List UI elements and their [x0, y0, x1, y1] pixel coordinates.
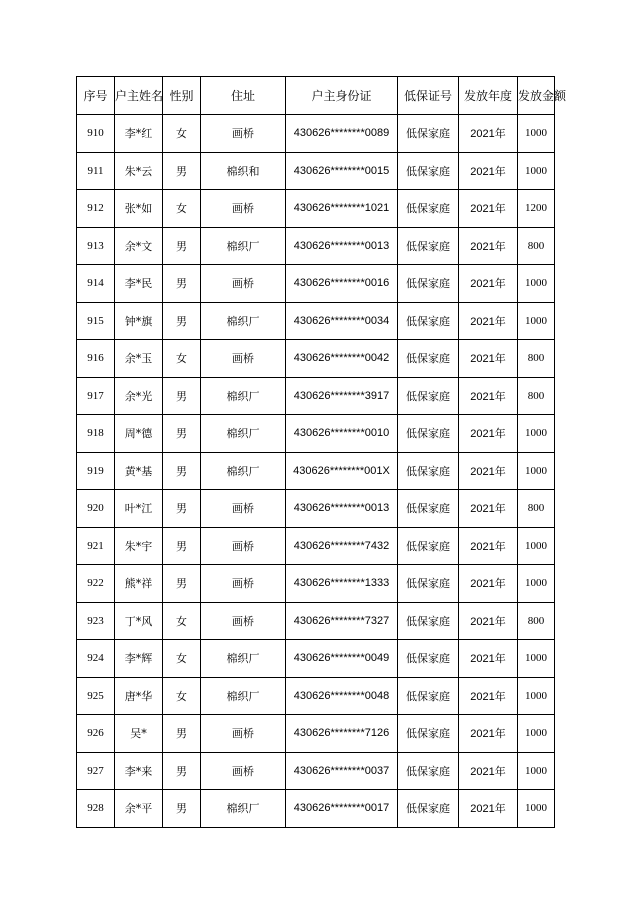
cell-gender: 男 — [163, 752, 201, 790]
cell-id-card: 430626********7327 — [286, 602, 398, 640]
header-seq: 序号 — [77, 77, 115, 115]
cell-id-card: 430626********7432 — [286, 527, 398, 565]
cell-cert-no: 低保家庭 — [398, 340, 459, 378]
header-amount: 发放金额 — [518, 77, 555, 115]
cell-seq: 913 — [77, 227, 115, 265]
cell-address: 画桥 — [201, 715, 286, 753]
cell-amount: 1000 — [518, 790, 555, 828]
cell-gender: 女 — [163, 677, 201, 715]
cell-year: 2021年 — [459, 115, 518, 153]
header-row — [77, 77, 555, 115]
cell-address: 棉织厂 — [201, 227, 286, 265]
cell-name: 周*德 — [115, 415, 163, 453]
cell-amount: 800 — [518, 602, 555, 640]
cell-seq: 923 — [77, 602, 115, 640]
cell-cert-no: 低保家庭 — [398, 790, 459, 828]
cell-gender: 男 — [163, 527, 201, 565]
cell-gender: 男 — [163, 565, 201, 603]
cell-name: 张*如 — [115, 190, 163, 228]
table-row — [77, 115, 555, 153]
cell-amount: 1000 — [518, 752, 555, 790]
cell-amount: 1000 — [518, 152, 555, 190]
cell-name: 吴* — [115, 715, 163, 753]
cell-amount: 1000 — [518, 265, 555, 303]
cell-name: 李*民 — [115, 265, 163, 303]
cell-name: 朱*宇 — [115, 527, 163, 565]
cell-year: 2021年 — [459, 265, 518, 303]
cell-name: 余*平 — [115, 790, 163, 828]
header-gender: 性别 — [163, 77, 201, 115]
cell-amount: 1000 — [518, 452, 555, 490]
cell-seq: 910 — [77, 115, 115, 153]
cell-gender: 男 — [163, 715, 201, 753]
cell-amount: 1000 — [518, 640, 555, 678]
cell-year: 2021年 — [459, 752, 518, 790]
cell-year: 2021年 — [459, 715, 518, 753]
cell-amount: 1000 — [518, 677, 555, 715]
cell-cert-no: 低保家庭 — [398, 715, 459, 753]
cell-id-card: 430626********0013 — [286, 227, 398, 265]
cell-seq: 922 — [77, 565, 115, 603]
table-row — [77, 752, 555, 790]
table-row — [77, 190, 555, 228]
cell-seq: 915 — [77, 302, 115, 340]
cell-amount: 1000 — [518, 415, 555, 453]
table-row — [77, 452, 555, 490]
cell-gender: 男 — [163, 377, 201, 415]
cell-gender: 女 — [163, 190, 201, 228]
cell-gender: 男 — [163, 152, 201, 190]
header-year: 发放年度 — [459, 77, 518, 115]
cell-id-card: 430626********1333 — [286, 565, 398, 603]
cell-address: 棉织厂 — [201, 377, 286, 415]
cell-address: 画桥 — [201, 115, 286, 153]
cell-address: 棉织厂 — [201, 452, 286, 490]
cell-name: 李*辉 — [115, 640, 163, 678]
cell-name: 李*红 — [115, 115, 163, 153]
cell-gender: 女 — [163, 340, 201, 378]
cell-cert-no: 低保家庭 — [398, 640, 459, 678]
cell-year: 2021年 — [459, 340, 518, 378]
table-row — [77, 490, 555, 528]
cell-id-card: 430626********001X — [286, 452, 398, 490]
cell-address: 画桥 — [201, 565, 286, 603]
cell-seq: 914 — [77, 265, 115, 303]
cell-amount: 1000 — [518, 715, 555, 753]
cell-cert-no: 低保家庭 — [398, 527, 459, 565]
cell-amount: 1000 — [518, 527, 555, 565]
table-row — [77, 377, 555, 415]
cell-amount: 1000 — [518, 302, 555, 340]
cell-gender: 女 — [163, 602, 201, 640]
cell-gender: 男 — [163, 452, 201, 490]
cell-id-card: 430626********0042 — [286, 340, 398, 378]
cell-id-card: 430626********1021 — [286, 190, 398, 228]
cell-address: 画桥 — [201, 265, 286, 303]
cell-address: 画桥 — [201, 490, 286, 528]
cell-id-card: 430626********7126 — [286, 715, 398, 753]
cell-address: 棉织厂 — [201, 302, 286, 340]
cell-address: 棉织和 — [201, 152, 286, 190]
cell-year: 2021年 — [459, 227, 518, 265]
cell-cert-no: 低保家庭 — [398, 190, 459, 228]
cell-seq: 926 — [77, 715, 115, 753]
cell-id-card: 430626********0049 — [286, 640, 398, 678]
cell-address: 棉织厂 — [201, 640, 286, 678]
cell-address: 画桥 — [201, 752, 286, 790]
header-cert-no: 低保证号 — [398, 77, 459, 115]
cell-seq: 917 — [77, 377, 115, 415]
cell-id-card: 430626********3917 — [286, 377, 398, 415]
cell-id-card: 430626********0016 — [286, 265, 398, 303]
cell-amount: 800 — [518, 227, 555, 265]
cell-address: 画桥 — [201, 527, 286, 565]
cell-id-card: 430626********0034 — [286, 302, 398, 340]
table-row — [77, 640, 555, 678]
cell-cert-no: 低保家庭 — [398, 490, 459, 528]
cell-seq: 920 — [77, 490, 115, 528]
cell-amount: 800 — [518, 340, 555, 378]
cell-id-card: 430626********0017 — [286, 790, 398, 828]
cell-id-card: 430626********0013 — [286, 490, 398, 528]
cell-cert-no: 低保家庭 — [398, 152, 459, 190]
cell-name: 余*文 — [115, 227, 163, 265]
cell-cert-no: 低保家庭 — [398, 377, 459, 415]
table-row — [77, 415, 555, 453]
cell-id-card: 430626********0010 — [286, 415, 398, 453]
cell-amount: 1000 — [518, 115, 555, 153]
cell-name: 钟*旗 — [115, 302, 163, 340]
cell-id-card: 430626********0048 — [286, 677, 398, 715]
table-row — [77, 565, 555, 603]
cell-address: 画桥 — [201, 190, 286, 228]
cell-id-card: 430626********0015 — [286, 152, 398, 190]
cell-address: 棉织厂 — [201, 677, 286, 715]
cell-name: 朱*云 — [115, 152, 163, 190]
cell-address: 棉织厂 — [201, 790, 286, 828]
cell-name: 黄*基 — [115, 452, 163, 490]
cell-name: 丁*风 — [115, 602, 163, 640]
cell-gender: 女 — [163, 115, 201, 153]
cell-year: 2021年 — [459, 152, 518, 190]
cell-seq: 916 — [77, 340, 115, 378]
cell-year: 2021年 — [459, 602, 518, 640]
cell-gender: 男 — [163, 490, 201, 528]
table-row — [77, 677, 555, 715]
cell-year: 2021年 — [459, 677, 518, 715]
cell-year: 2021年 — [459, 452, 518, 490]
cell-seq: 925 — [77, 677, 115, 715]
cell-year: 2021年 — [459, 565, 518, 603]
cell-year: 2021年 — [459, 190, 518, 228]
cell-amount: 1200 — [518, 190, 555, 228]
table-row — [77, 527, 555, 565]
cell-name: 余*玉 — [115, 340, 163, 378]
table-row — [77, 152, 555, 190]
cell-name: 唐*华 — [115, 677, 163, 715]
cell-name: 余*光 — [115, 377, 163, 415]
table-row — [77, 265, 555, 303]
table-row — [77, 227, 555, 265]
table-row — [77, 602, 555, 640]
cell-cert-no: 低保家庭 — [398, 115, 459, 153]
cell-seq: 918 — [77, 415, 115, 453]
table-row — [77, 340, 555, 378]
cell-cert-no: 低保家庭 — [398, 565, 459, 603]
cell-amount: 1000 — [518, 565, 555, 603]
cell-seq: 912 — [77, 190, 115, 228]
relief-roster-table — [76, 76, 567, 828]
cell-year: 2021年 — [459, 527, 518, 565]
cell-gender: 男 — [163, 415, 201, 453]
cell-seq: 921 — [77, 527, 115, 565]
cell-gender: 男 — [163, 790, 201, 828]
header-name: 户主姓名 — [115, 77, 163, 115]
cell-cert-no: 低保家庭 — [398, 677, 459, 715]
cell-gender: 女 — [163, 640, 201, 678]
cell-amount: 800 — [518, 377, 555, 415]
cell-cert-no: 低保家庭 — [398, 302, 459, 340]
cell-gender: 男 — [163, 302, 201, 340]
cell-cert-no: 低保家庭 — [398, 752, 459, 790]
cell-cert-no: 低保家庭 — [398, 452, 459, 490]
cell-year: 2021年 — [459, 640, 518, 678]
cell-cert-no: 低保家庭 — [398, 602, 459, 640]
cell-year: 2021年 — [459, 490, 518, 528]
cell-cert-no: 低保家庭 — [398, 227, 459, 265]
cell-id-card: 430626********0089 — [286, 115, 398, 153]
cell-name: 李*来 — [115, 752, 163, 790]
cell-gender: 男 — [163, 265, 201, 303]
cell-name: 熊*祥 — [115, 565, 163, 603]
cell-gender: 男 — [163, 227, 201, 265]
cell-seq: 924 — [77, 640, 115, 678]
table-body — [77, 115, 555, 828]
cell-seq: 919 — [77, 452, 115, 490]
cell-seq: 928 — [77, 790, 115, 828]
cell-year: 2021年 — [459, 790, 518, 828]
cell-cert-no: 低保家庭 — [398, 265, 459, 303]
header-id-card: 户主身份证 — [286, 77, 398, 115]
cell-year: 2021年 — [459, 302, 518, 340]
cell-id-card: 430626********0037 — [286, 752, 398, 790]
header-address: 住址 — [201, 77, 286, 115]
cell-address: 棉织厂 — [201, 415, 286, 453]
cell-year: 2021年 — [459, 377, 518, 415]
cell-address: 画桥 — [201, 340, 286, 378]
table-row — [77, 302, 555, 340]
cell-seq: 911 — [77, 152, 115, 190]
cell-year: 2021年 — [459, 415, 518, 453]
cell-cert-no: 低保家庭 — [398, 415, 459, 453]
cell-amount: 800 — [518, 490, 555, 528]
cell-seq: 927 — [77, 752, 115, 790]
cell-address: 画桥 — [201, 602, 286, 640]
cell-name: 叶*江 — [115, 490, 163, 528]
table-row — [77, 790, 555, 828]
table-row — [77, 715, 555, 753]
